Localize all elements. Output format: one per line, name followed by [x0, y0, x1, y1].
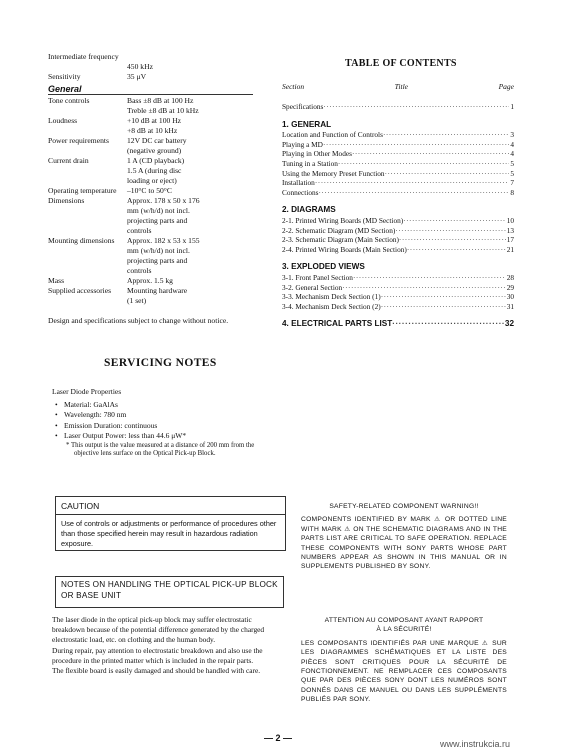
safety-warning-en-title: SAFETY-RELATED COMPONENT WARNING!!	[329, 503, 479, 510]
toc-leader-dots	[392, 319, 504, 329]
toc-entry	[282, 216, 514, 226]
spec-value: Approx. 182 x 53 x 155 mm (w/h/d) not incl. projecting parts and controls	[127, 236, 200, 275]
spec-row	[48, 72, 283, 82]
toc-entry-label: Playing a MD	[282, 139, 323, 149]
laser-list-item: • Wavelength: 780 nm	[64, 410, 272, 421]
toc-entry-label: 2-3. Schematic Diagram (Main Section)	[282, 235, 399, 245]
spec-row	[48, 52, 283, 62]
spec-note: Design and specifications subject to change without notice.	[48, 316, 229, 325]
laser-list-item: • Material: GaAlAs	[64, 400, 272, 411]
spec-key: Dimensions	[48, 196, 85, 205]
toc-leader-dots	[323, 140, 509, 150]
spec-row	[48, 136, 283, 156]
toc-entry	[282, 140, 514, 150]
toc-entry-page: 8	[510, 187, 514, 197]
spec-value: Bass ±8 dB at 100 Hz Treble ±8 dB at 10 kHz	[127, 96, 199, 115]
toc-leader-dots	[403, 216, 506, 226]
toc-entry-label: Tuning in a Station	[282, 158, 338, 168]
spec-key: Supplied accessories	[48, 286, 112, 295]
spec-row	[48, 196, 283, 236]
toc-entry-label: Installation	[282, 178, 315, 188]
toc-entry	[282, 102, 514, 112]
toc-leader-dots	[338, 159, 509, 169]
safety-warning-fr-title: ATTENTION AU COMPOSANT AYANT RAPPORT À LA SÉCURITÉ!	[324, 617, 484, 634]
spec-key: Current drain	[48, 156, 89, 165]
watermark: www.instrukcia.ru	[440, 739, 511, 749]
toc-leader-dots	[318, 188, 509, 198]
spec-value: 35 μV	[127, 72, 147, 81]
spec-value: Mounting hardware (1 set)	[127, 286, 188, 305]
toc-entry-page: 31	[506, 301, 514, 311]
toc-entry-page: 30	[506, 292, 514, 302]
toc-entry-label: 4. ELECTRICAL PARTS LIST	[282, 319, 393, 329]
toc-entry-page: 32	[504, 319, 514, 329]
spec-row	[48, 236, 283, 276]
spec-value	[127, 52, 283, 62]
toc-entry-label: 3-2. General Section	[282, 282, 343, 292]
spec-value: –10°C to 50°C	[127, 186, 172, 195]
spec-key: Sensitivity	[48, 72, 81, 81]
laser-list-item: • Emission Duration: continuous	[64, 421, 272, 432]
toc-entry-page: 7	[510, 178, 514, 188]
toc-col-title: Title	[394, 82, 408, 91]
toc-entry	[282, 283, 514, 293]
toc-leader-dots	[395, 226, 505, 236]
toc-entry-page: 21	[506, 244, 514, 254]
spec-value: Approx. 178 x 50 x 176 mm (w/h/d) not incl. projecting parts and controls	[127, 196, 200, 235]
spec-key: Loudness	[48, 116, 78, 125]
toc-entry	[282, 178, 514, 188]
toc-entry-page: 17	[506, 235, 514, 245]
safety-warning-fr	[301, 616, 507, 705]
servicing-notes-title: SERVICING NOTES	[104, 357, 217, 369]
toc-entry-page: 5	[510, 168, 514, 178]
spec-key: Mass	[48, 276, 65, 285]
toc-leader-dots	[407, 245, 506, 255]
toc-leader-dots	[315, 178, 510, 188]
toc-entry-label: Specifications	[282, 102, 324, 111]
spec-key: Tone controls	[48, 96, 90, 105]
spec-key: Operating temperature	[48, 186, 117, 195]
spec-row	[48, 116, 283, 136]
toc-leader-dots	[399, 235, 506, 245]
toc-entry-label: Using the Memory Preset Function	[282, 168, 385, 178]
toc-section-heading: 2. DIAGRAMS	[282, 205, 336, 215]
spec-top-rows	[48, 52, 283, 82]
caution-title: CAUTION	[56, 497, 285, 515]
toc-entry-label: Playing in Other Modes	[282, 149, 352, 159]
toc-entry	[282, 149, 514, 159]
laser-footnote: * This output is the value measured at a distance of 200 mm from the objective lens surface on the Optical Pick-up Block.	[66, 441, 255, 458]
toc-entry	[282, 292, 514, 302]
toc-entry-label: 3-4. Mechanism Deck Section (2)	[282, 301, 381, 311]
toc-entry-label: 3-1. Front Panel Section	[282, 272, 353, 282]
toc-leader-dots	[323, 102, 509, 112]
caution-text: Use of controls or adjustments or performance of procedures other than those specified herein may result in hazardous radiation exposure.	[61, 519, 277, 548]
spec-key: Intermediate frequency	[48, 52, 119, 61]
laser-list-item: • Laser Output Power: less than 44.6 μW*	[64, 431, 272, 442]
spec-row	[48, 286, 283, 306]
toc-entry-page: 3	[510, 130, 514, 140]
toc-entry-page: 5	[510, 158, 514, 168]
toc-entry-page: 10	[506, 215, 514, 225]
toc-entry-page: 29	[506, 282, 514, 292]
spec-general-heading: General	[48, 84, 253, 95]
toc-entry	[282, 226, 514, 236]
toc-col-section: Section	[282, 82, 305, 91]
toc-entry	[282, 159, 514, 169]
toc-leader-dots	[383, 130, 509, 140]
caution-box	[55, 496, 286, 551]
toc-entry-label: 2-4. Printed Wiring Boards (Main Section)	[282, 244, 407, 254]
toc-list	[282, 102, 514, 330]
handling-title-box: NOTES ON HANDLING THE OPTICAL PICK-UP BLOCK OR BASE UNIT	[55, 576, 284, 608]
handling-text: The laser diode in the optical pick-up block may suffer electrostatic breakdown because of the potential difference generated by the charged electrostatic load, etc. on clothing and the human body. During repair, pay attention to electrostatic breakdown and also use the procedure in the printed matter which is included in the repair parts. The flexible board is easily damaged and should be handled with care.	[52, 615, 265, 676]
laser-heading: Laser Diode Properties	[52, 387, 122, 396]
toc-entry-label: 2-2. Schematic Diagram (MD Section)	[282, 225, 396, 235]
spec-row	[48, 96, 283, 116]
toc-section-heading	[282, 319, 514, 329]
spec-row	[48, 276, 283, 286]
toc-entry	[282, 245, 514, 255]
toc-entry-label: Location and Function of Controls	[282, 130, 383, 140]
toc-leader-dots	[352, 149, 509, 159]
toc-section-heading: 3. EXPLODED VIEWS	[282, 262, 365, 272]
spec-value: 450 kHz	[127, 62, 153, 71]
toc-entry	[282, 188, 514, 198]
spec-value: +10 dB at 100 Hz +8 dB at 10 kHz	[127, 116, 182, 135]
spec-value: Approx. 1.5 kg	[127, 276, 173, 285]
toc-title: TABLE OF CONTENTS	[345, 58, 457, 69]
toc-entry-page: 4	[510, 139, 514, 149]
spec-key	[48, 62, 127, 72]
spec-row	[48, 62, 283, 72]
toc-entry-page: 1	[510, 102, 514, 111]
spec-rows	[48, 96, 283, 306]
specifications-block	[48, 52, 283, 326]
safety-warning-en	[301, 502, 507, 572]
toc-col-page: Page	[498, 82, 514, 91]
toc-leader-dots	[342, 283, 506, 293]
toc-leader-dots	[381, 292, 506, 302]
toc-section-heading: 1. GENERAL	[282, 119, 332, 129]
toc-entry	[282, 169, 514, 179]
toc-entry	[282, 130, 514, 140]
laser-properties	[52, 387, 272, 459]
toc-entry-label: Connections	[282, 187, 319, 197]
safety-warning-fr-text: LES COMPOSANTS IDENTIFIÉS PAR UNE MARQUE ⚠ SUR LES DIAGRAMMES SCHÉMATIQUES ET LA LISTE DES PIÈCES SONT CRITIQUES POUR LA SÉCURITÉ DE FONCTIONNEMENT. NE REMPLACER CES COMPOSANTS QUE PAR DES PIÈCES SONY DONT LES NUMÉROS SONT DONNÉS DANS CE MANUEL OU DANS LES SUPPLÉMENTS PUBLIÉS PAR SONY.	[301, 639, 507, 704]
toc-entry-label: 2-1. Printed Wiring Boards (MD Section)	[282, 215, 404, 225]
laser-list	[52, 400, 272, 442]
toc-leader-dots	[353, 273, 506, 283]
toc-leader-dots	[381, 302, 506, 312]
spec-row	[48, 156, 283, 186]
spec-key: Power requirements	[48, 136, 109, 145]
page-number: — 2 —	[264, 733, 293, 743]
safety-warning-en-text: COMPONENTS IDENTIFIED BY MARK ⚠ OR DOTTED LINE WITH MARK ⚠ ON THE SCHEMATIC DIAGRAMS AND IN THE PARTS LIST ARE CRITICAL TO SAFE OPERATION. REPLACE THESE COMPONENTS WITH SONY PARTS WHOSE PART NUMBERS APPEAR AS SHOWN IN THIS MANUAL OR IN SUPPLEMENTS PUBLISHED BY SONY.	[301, 516, 507, 571]
toc-entry	[282, 273, 514, 283]
toc-entry-page: 4	[510, 149, 514, 159]
spec-value: 1 A (CD playback) 1.5 A (during disc loading or eject)	[127, 156, 185, 185]
spec-key: Mounting dimensions	[48, 236, 115, 245]
toc-entry-label: 3-3. Mechanism Deck Section (1)	[282, 292, 381, 302]
toc-column-headers	[282, 82, 514, 91]
toc-entry	[282, 302, 514, 312]
toc-entry	[282, 235, 514, 245]
toc-leader-dots	[385, 169, 510, 179]
toc-entry-page: 13	[506, 225, 514, 235]
spec-value: 12V DC car battery (negative ground)	[127, 136, 187, 155]
spec-row	[48, 186, 283, 196]
toc-entry-page: 28	[506, 272, 514, 282]
